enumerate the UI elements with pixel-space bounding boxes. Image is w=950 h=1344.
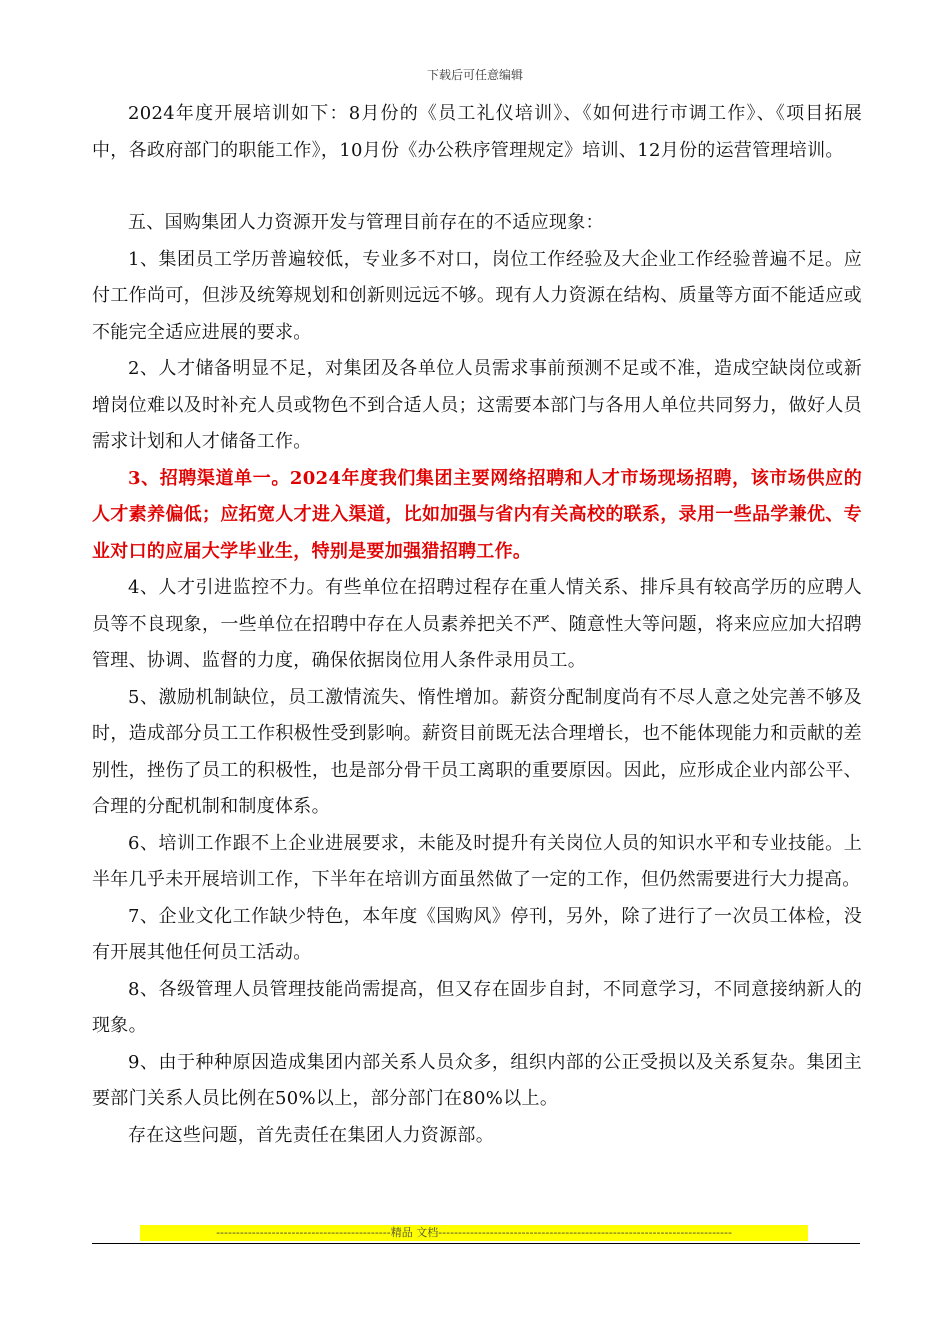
header-note: 下载后可任意编辑 [426,68,523,82]
document-body [92,96,862,1154]
section-heading: 五、国购集团人力资源开发与管理目前存在的不适应现象： [128,212,604,233]
training-summary-paragraph: 2024年度开展培训如下：8月份的《员工礼仪培训》、《如何进行市调工作》、《项目拓展中，各政府部门的职能工作》，10月份《办公秩序管理规定》培训、12月份的运营管理培训。 [92,103,862,161]
issue-item-9: 9、由于种种原因造成集团内部关系人员众多，组织内部的公正受损以及关系复杂。集团主要部门关系人员比例在50%以上，部分部门在80%以上。 [92,1051,862,1109]
issue-item-3-highlighted: 3、招聘渠道单一。2024年度我们集团主要网络招聘和人才市场现场招聘，该市场供应的人才素养偏低；应拓宽人才进入渠道，比如加强与省内有关高校的联系，录用一些品学兼优、专业对口的应届大学毕业生，特别是要加强猎招聘工作。 [92,467,862,562]
issue-item-1: 1、集团员工学历普遍较低，专业多不对口，岗位工作经验及大企业工作经验普遍不足。应付工作尚可，但涉及统筹规划和创新则远远不够。现有人力资源在结构、质量等方面不能适应或不能完全适应进展的要求。 [92,248,862,343]
issue-item-6: 6、培训工作跟不上企业进展要求，未能及时提升有关岗位人员的知识水平和专业技能。上半年几乎未开展培训工作，下半年在培训方面虽然做了一定的工作，但仍然需要进行大力提高。 [92,832,862,890]
closing-paragraph: 存在这些问题，首先责任在集团人力资源部。 [128,1124,494,1146]
blank-line [92,169,862,205]
footer-banner: --------------------------------------------精品 文档-------------------------------------------------------------------------- [140,1225,808,1241]
footer-divider [92,1243,860,1244]
issue-item-4: 4、人才引进监控不力。有些单位在招聘过程存在重人情关系、排斥具有较高学历的应聘人员等不良现象，一些单位在招聘中存在人员素养把关不严、随意性大等问题，将来应应加大招聘管理、协调、监督的力度，确保依据岗位用人条件录用员工。 [92,577,862,671]
issue-item-8: 8、各级管理人员管理技能尚需提高，但又存在固步自封，不同意学习，不同意接纳新人的现象。 [92,978,862,1036]
issue-item-7: 7、企业文化工作缺少特色，本年度《国购风》停刊，另外，除了进行了一次员工体检，没有开展其他任何员工活动。 [92,905,862,963]
issue-item-5: 5、激励机制缺位，员工激情流失、惰性增加。薪资分配制度尚有不尽人意之处完善不够及时，造成部分员工工作积极性受到影响。薪资目前既无法合理增长，也不能体现能力和贡献的差别性，挫伤了员工的积极性，也是部分骨干员工离职的重要原因。因此，应形成企业内部公平、合理的分配机制和制度体系。 [92,686,862,817]
issue-item-2: 2、人才储备明显不足，对集团及各单位人员需求事前预测不足或不准，造成空缺岗位或新增岗位难以及时补充人员或物色不到合适人员；这需要本部门与各用人单位共同努力，做好人员需求计划和人才储备工作。 [92,358,862,452]
